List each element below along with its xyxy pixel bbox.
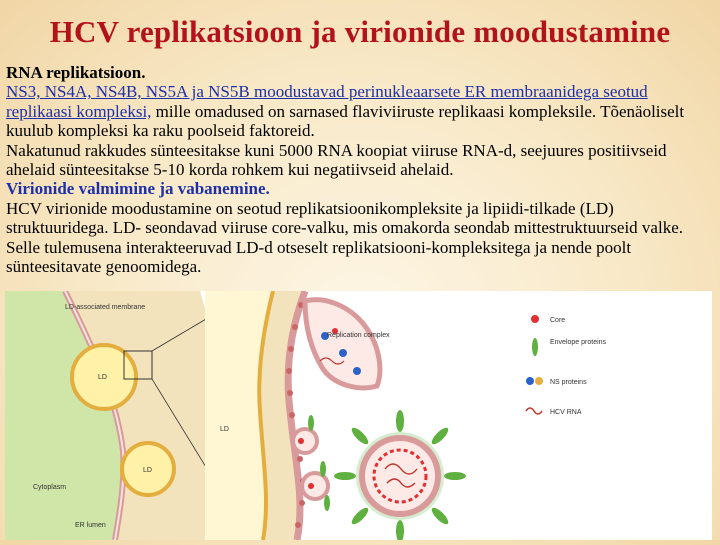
hcv-virion: [334, 410, 466, 540]
body-text: [6, 63, 716, 276]
core-icon: [531, 315, 539, 323]
section1-text2: Nakatunud rakkudes sünteesitakse kuni 5000 RNA koopiat viiruse RNA-d, seejuures positiivseid ahelaid sünteesitakse 5-10 korda rohkem kui negatiivseid ahelaid.: [6, 140, 667, 180]
legend-core-label: Core: [550, 317, 566, 324]
replicase-complex-link[interactable]: NS3, NS4A, NS4B, NS5A ja NS5B moodustavad perinukleaarsete ER membraanidega seotud replikaasi kompleksi,: [6, 82, 648, 121]
figure-svg: [5, 291, 712, 540]
section2-heading: Virionide valmimine ja vabanemine.: [6, 179, 270, 199]
legend-envelope-label: Envelope proteins: [550, 339, 607, 346]
ld-top-label: LD: [98, 374, 107, 381]
cytoplasm-label: Cytoplasm: [33, 484, 67, 491]
section1-text: mille omadused on sarnased flaviviiruste replikaasi kompleksile. Tõenäoliselt kuulub kompleksi ka raku poolseid faktoreid.: [6, 101, 685, 141]
legend-rna-label: HCV RNA: [550, 409, 582, 416]
section1-heading: RNA replikatsioon.: [6, 63, 146, 82]
ld-bottom-label: LD: [143, 467, 152, 474]
section2-text: HCV virionide moodustamine on seotud replikatsioonikompleksite ja lipiidi-tilkade (LD) struktuuridega. LD- seondavad viiruse core-valku, mis omakorda seondab mittestruktuurseid valke. Selle tulemusena interakteeruvad LD-d otseselt replikatsiooni-kompleksitega ja nende poolt sünteesitavate genoomidega.: [6, 198, 683, 277]
er-lumen-label: ER lumen: [75, 522, 106, 529]
hcv-assembly-figure: [5, 291, 712, 540]
replication-complex-label: Replication complex: [327, 332, 390, 339]
replication-complex-vesicle: [305, 300, 380, 388]
section1-paragraph: [6, 82, 716, 140]
ns-protein-icon: [526, 377, 543, 385]
ld-membrane-label: LD-associated membrane: [65, 304, 146, 311]
legend-ns-label: NS proteins: [550, 379, 587, 386]
envelope-protein-icon: [532, 338, 538, 356]
page-title: HCV replikatsioon ja virionide moodustamine: [49, 14, 671, 49]
hcv-rna-icon: [526, 408, 542, 414]
figure-legend: [526, 315, 607, 416]
ld-right-label: LD: [220, 426, 229, 433]
